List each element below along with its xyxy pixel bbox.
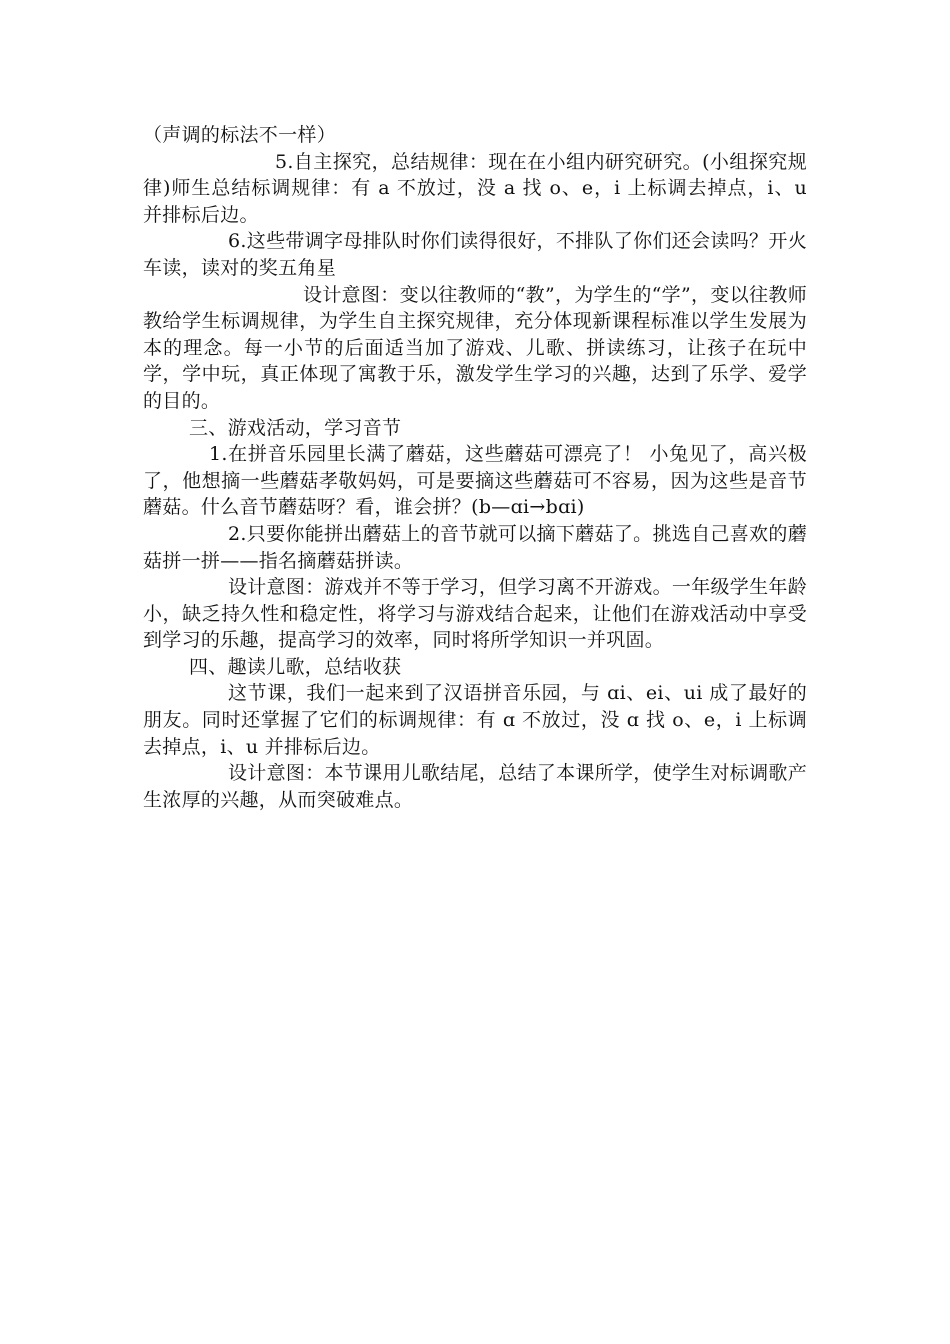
paragraph-summary: 这节课，我们一起来到了汉语拼音乐园，与 ɑi、ei、ui 成了最好的朋友。同时还掌握了它们的标调规律：有 ɑ 不放过，没 ɑ 找 o、e，i 上标调去掉点，i、u 并排标后边。 (143, 682, 807, 758)
paragraph-step-5: 5.自主探究，总结规律：现在在小组内研究研究。(小组探究规律)师生总结标调规律：有 a 不放过，没 a 找 o、e，i 上标调去掉点，i、u 并排标后边。 (143, 150, 807, 226)
paragraph-step-6: 6.这些带调字母排队时你们读得很好，不排队了你们还会读吗？开火车读，读对的奖五角星 (143, 230, 807, 279)
paragraph-game-2: 2.只要你能拼出蘑菇上的音节就可以摘下蘑菇了。挑选自己喜欢的蘑菇拼一拼——指名摘蘑菇拼读。 (143, 522, 807, 572)
paragraph-design-intent-3: 设计意图：本节课用儿歌结尾，总结了本课所学，使学生对标调歌产生浓厚的兴趣，从而突破难点。 (143, 762, 808, 811)
paragraph-design-intent-1: 设计意图：变以往教师的“教”，为学生的“学”，变以往教师教给学生标调规律，为学生自主探究规律，充分体现新课程标准以学生发展为本的理念。每一小节的后面适当加了游戏、儿歌、拼读练习，让孩子在玩中学，学中玩，真正体现了寓教于乐，激发学生学习的兴趣，达到了乐学、爱学的目的。 (143, 283, 807, 412)
paragraph-design-intent-2: 设计意图：游戏并不等于学习，但学习离不开游戏。一年级学生年龄小，缺乏持久性和稳定性，将学习与游戏结合起来，让他们在游戏活动中享受到学习的乐趣，提高学习的效率，同时将所学知识一并巩固。 (143, 576, 808, 652)
paragraph-game-1: 1.在拼音乐园里长满了蘑菇，这些蘑菇可漂亮了！ 小兔见了，高兴极了，他想摘一些蘑菇孝敬妈妈，可是要摘这些蘑菇可不容易，因为这些是音节蘑菇。什么音节蘑菇呀？看，谁会拼？(b—ɑi→bɑi) (143, 443, 807, 519)
section-heading-3: 三、游戏活动，学习音节 (189, 416, 402, 439)
paragraph-tone-note: （声调的标法不一样） (143, 124, 337, 146)
section-heading-4: 四、趣读儿歌，总结收获 (189, 655, 402, 678)
document-body (143, 122, 807, 813)
